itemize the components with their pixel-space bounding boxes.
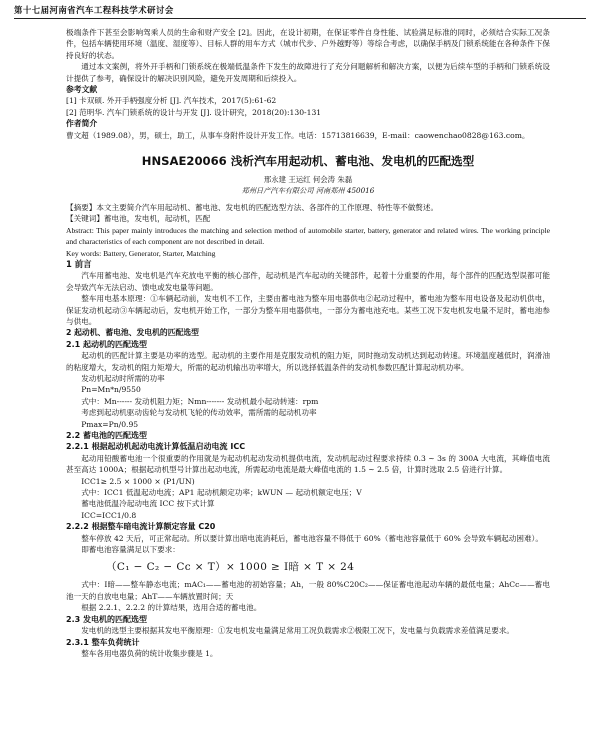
section-1-paragraph-2: 整车用电基本原理：①车辆起动前，发电机不工作，主要由蓄电池为整车用电器供电②起动过程中，蓄电池为整车用电设备及起动机供电，保证发动机起动③车辆起动后，发电机开始工作，一部分为整车用电器供电，一部分为蓄电池充电。某些工况下发电机发电量不足时，蓄电池参与供电。	[66, 294, 550, 326]
section-1-heading: 1 前言	[66, 258, 92, 269]
keywords-en: Key words: Battery, Generator, Starter, Matching	[66, 248, 216, 258]
section-1-paragraph-1: 汽车用蓄电池、发电机是汽车充放电平衡的核心部件，起动机是汽车起动的关键部件，起着十分重要的作用，每个部件的匹配选型误都可能会导致汽车无法启动、馈电或发电量等问题。	[66, 271, 550, 292]
reference-2: [2] 范明华. 汽车门锁系统的设计与开发 [J]. 设计研究，2018(20):130-131	[66, 107, 322, 117]
article-authors: 邢永建 王运红 何会涛 朱磊	[263, 175, 353, 185]
previous-article-tail: 极端条件下甚至会影响驾乘人员的生命和财产安全 [2]。因此，在设计初期，在保证零件自身性能、试验满足标准的同时，必须结合实际工况条件，包括车辆使用环境（温度、湿度等）、目标人群的用车方式（城市代步、户外越野等）等综合考虑，以确保手柄及门锁系统能在各种条件下保持良好的状态。	[66, 28, 550, 60]
capacity-formula-definition: 式中：I暗——整车静态电流；mAC₁——蓄电池的初始容量；Ah，一般 80%C20C₂——保证蓄电池起动车辆的最低电量；AhCc——蓄电池一天的自放电电量；AhT——车辆放置时间；天	[66, 580, 550, 601]
abstract-en: Abstract: This paper mainly introduces the matching and selection method of automobile starter, battery, generator and related wires. The working principle and characteristics of each component are not described in detail.	[66, 225, 550, 247]
abstract-cn: 【摘要】本文主要简介汽车用起动机、蓄电池、发电机的匹配选型方法、各部件的工作原理、特性等不做赘述。	[66, 202, 439, 212]
formula-icc: ICC=ICC1/0.8	[81, 510, 137, 520]
references-heading: 参考文献	[66, 85, 98, 95]
formula-pn: Pn=Mn*n/9550	[81, 385, 141, 395]
section-2-3-paragraph: 发电机的选型主要根据其发电平衡原理：①发电机发电量满足常用工况负载需求②极限工况下，发电量与负载需求差值满足要求。	[81, 626, 515, 636]
section-2-2-1-heading: 2.2.1 根据起动机起动电流计算低温启动电流 ICC	[66, 442, 246, 452]
article-body	[66, 27, 550, 659]
conclusion-paragraph: 通过本文案例，将外开手柄和门锁系统在极端低温条件下发生的故障进行了充分问题解析和解决方案，以便为后续车型的手柄和门锁系统设计提供了参考，确保设计的解决识别风险，避免开发周期和后续投入。	[66, 62, 550, 83]
efficiency-note: 考虑到起动机驱动齿轮与发动机飞轮的传动效率，需所需的起动机功率	[81, 408, 317, 418]
capacity-formula: （C₁ − C₂ − Cc × T）× 1000 ≥ I暗 × T × 24	[106, 561, 355, 574]
formula-pn-definition: 式中：Mn------ 发动机阻力矩；Nmn------- 发动机最小起动转速：rpm	[81, 396, 319, 406]
section-2-2-heading: 2.2 蓄电池的匹配选型	[66, 431, 147, 440]
section-2-3-1-paragraph: 整车各用电器负荷的统计收集步骤是 1。	[81, 648, 218, 658]
article-affiliation: 郑州日产汽车有限公司 河南郑州 450016	[241, 186, 375, 196]
section-2-1-heading: 2.1 起动机的匹配选型	[66, 339, 147, 349]
section-2-2-1-paragraph: 起动用铅酸蓄电池一个很重要的作用就是为起动机起动发动机提供电流，发动机起动过程要求持续 0.3 ~ 3s 的 300A 大电流，其峰值电流甚至高达 1000A；根据起动机型号计算出起动电流，所需起动电流是最大峰值电流的 1.5 ~ 2.5 倍，计算时选取 2.5 倍进行计算。	[66, 453, 550, 475]
author-bio-heading: 作者简介	[66, 119, 98, 129]
reference-1: [1] 卡双硕. 外开手柄强度分析 [J]. 汽车技术，2017(5):61-62	[66, 96, 277, 106]
battery-selection-note: 根据 2.2.1、2.2.2 的计算结果，选用合适的蓄电池。	[81, 603, 262, 613]
section-2-heading: 2 起动机、蓄电池、发电机的匹配选型	[66, 328, 199, 338]
capacity-requirement-intro: 即蓄电池容量满足以下要求：	[81, 545, 180, 555]
author-bio: 曹文超（1989.08），男，硕士，助工，从事车身附件设计开发工作。电话：15713816639，E-mail：caowenchao0828@163.com。	[66, 130, 530, 140]
article-title: HNSAE20066 浅析汽车用起动机、蓄电池、发电机的匹配选型	[141, 154, 475, 169]
section-2-2-2-heading: 2.2.2 根据整车暗电流计算额定容量 C20	[66, 522, 216, 532]
formula-icc1: ICC1≥ 2.5 × 1000 × (P1/UN)	[81, 476, 195, 486]
starter-power-label: 发动机起动时所需的功率	[81, 373, 165, 383]
section-2-1-paragraph: 起动机的匹配计算主要是功率的选型。起动机的主要作用是克服发动机的阻力矩，同时拖动发动机达到起动转速。环境温度越低时，润滑油的粘度增大，发动机的阻力矩增大，所需的起动机输出功率增大，所以选择低温条件的发动机参数匹配计算起动机功率。	[66, 351, 550, 372]
icc-formula-label: 蓄电池低温冷起动电流 ICC 按下式计算	[81, 499, 215, 509]
section-2-3-heading: 2.3 发电机的匹配选型	[66, 614, 147, 624]
running-header: 第十七届河南省汽车工程科技学术研讨会	[14, 5, 586, 19]
formula-icc1-definition: 式中：ICC1 低温起动电流；AP1 起动机额定功率；kWUN — 起动机额定电压；V	[81, 488, 362, 498]
section-2-2-2-paragraph: 整车停放 42 天后，可正常起动。所以要计算出暗电流消耗后，蓄电池容量不得低于 60%（蓄电池容量低于 60% 会导致车辆起动困难）。	[81, 533, 543, 543]
formula-pmax: Pmax=Pn/0.95	[81, 419, 139, 429]
section-2-3-1-heading: 2.3.1 整车负荷统计	[66, 637, 140, 647]
keywords-cn: 【关键词】蓄电池，发电机，起动机，匹配	[66, 214, 211, 224]
